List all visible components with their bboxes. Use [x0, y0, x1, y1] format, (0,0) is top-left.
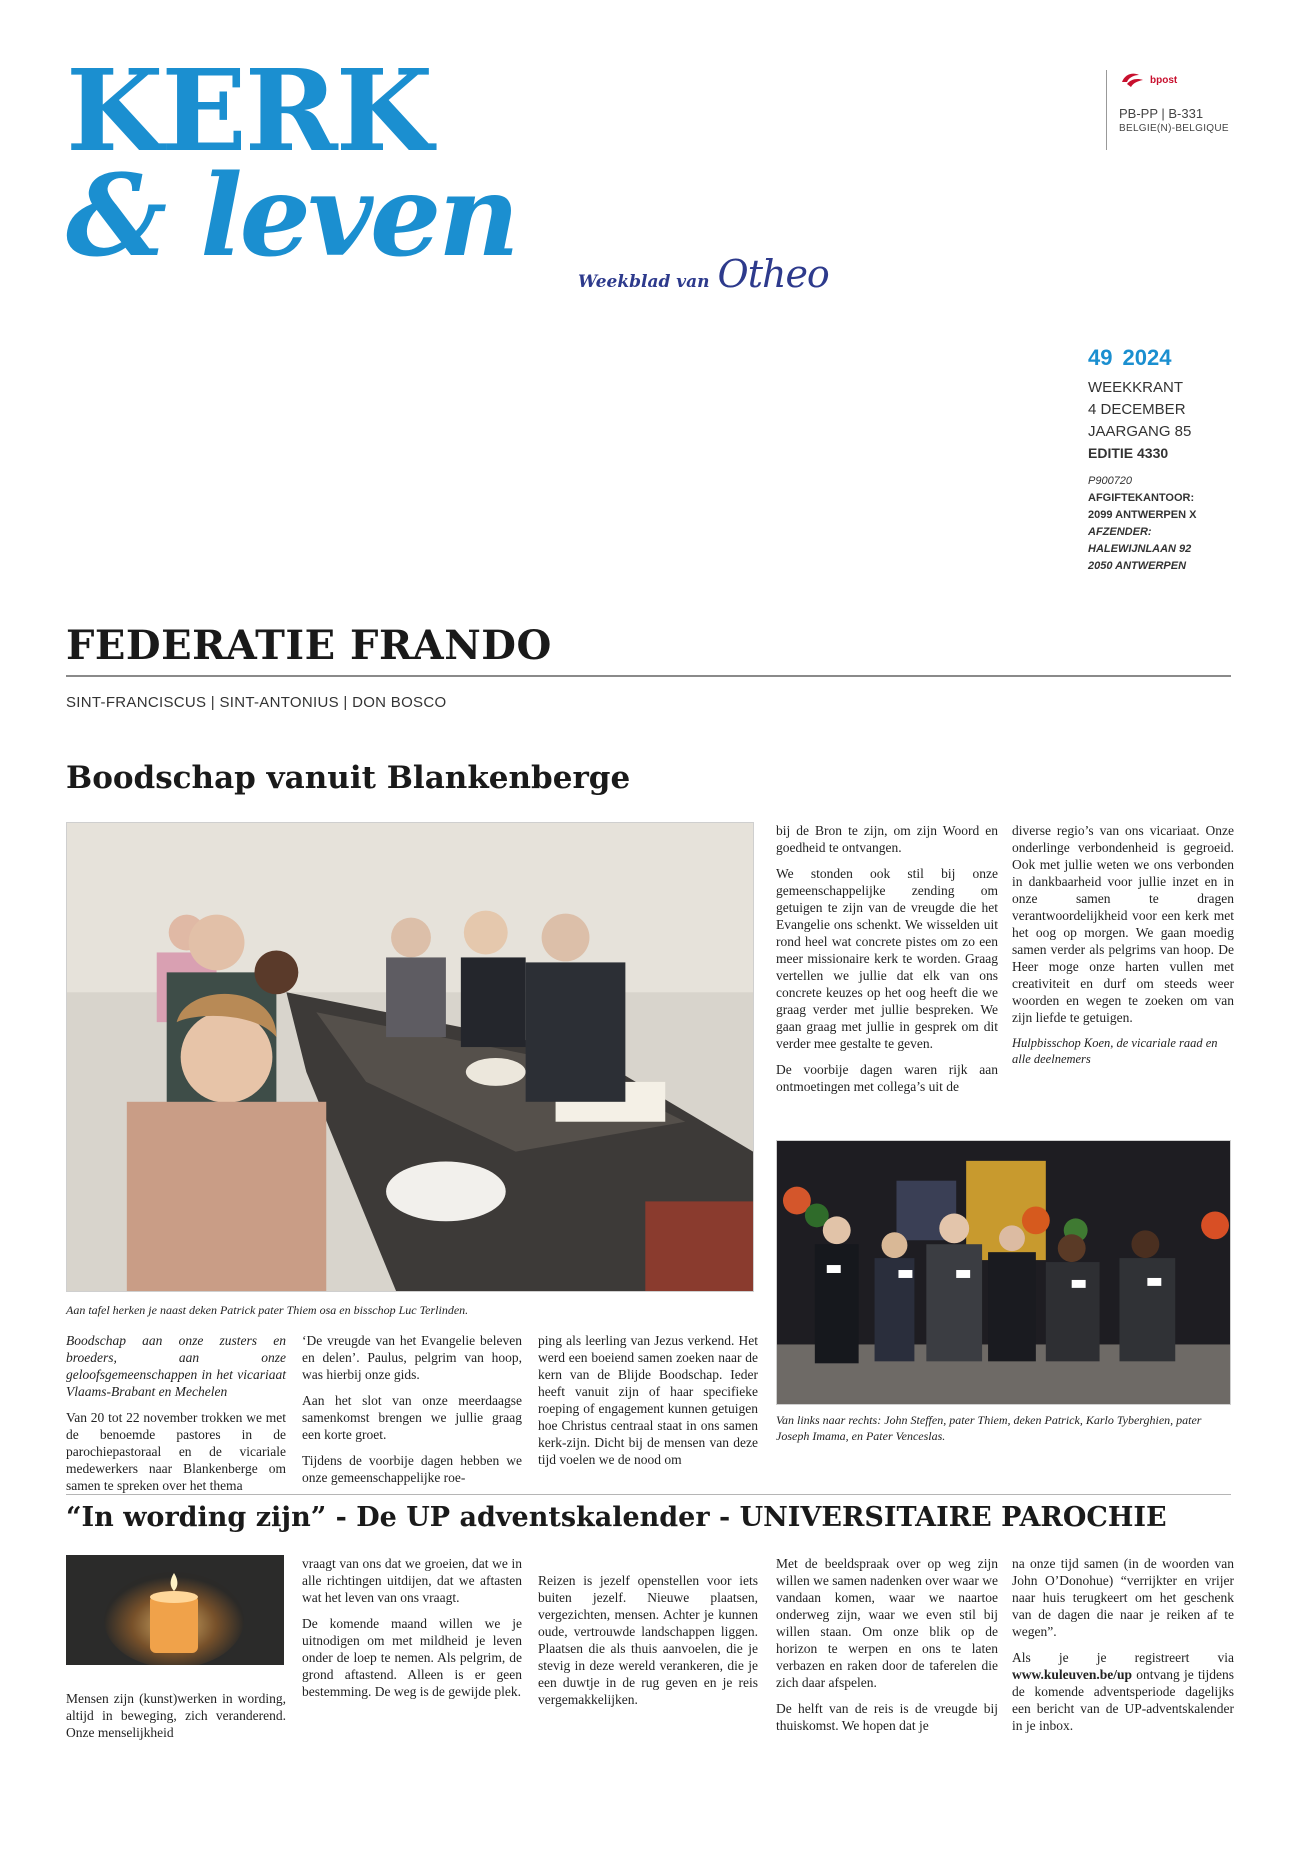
issue-edition: EDITIE 4330	[1088, 445, 1169, 461]
article2-col4	[776, 1555, 998, 1734]
office-label: AFGIFTEKANTOOR:	[1088, 492, 1195, 504]
issue-info	[1088, 345, 1278, 575]
article1-photo-dinner	[66, 822, 754, 1292]
section-parishes: SINT-FRANCISCUS | SINT-ANTONIUS | DON BOSCO	[66, 694, 447, 711]
postal-stamp	[1106, 70, 1266, 150]
article1-photo-group	[776, 1140, 1231, 1405]
article1-paragraph: Tijdens de voorbije dagen hebben we onze gemeenschappelijke roe-	[302, 1453, 522, 1485]
article2-col1	[66, 1690, 286, 1741]
issue-year: 2024	[1122, 345, 1172, 370]
article1-col1	[66, 1332, 286, 1494]
postal-code: PB-PP | B-331	[1119, 106, 1204, 121]
postal-meta	[1088, 473, 1278, 575]
article1-col4	[776, 822, 998, 1095]
article1-signature: Hulpbisschop Koen, de vicariale raad en alle deelnemers	[1012, 1036, 1218, 1066]
group-photo-image	[777, 1141, 1230, 1404]
tagline-text: Weekblad van	[578, 272, 710, 292]
article1-paragraph: bij de Bron te zijn, om zijn Woord en goedheid te ontvangen.	[776, 823, 998, 855]
register-text-end: ontvang je tijdens de komende adventsperiode dagelijks een bericht van de UP-adventskalender in je inbox.	[1012, 1667, 1235, 1733]
sender-label: AFZENDER:	[1088, 526, 1152, 538]
article1-headline: Boodschap vanuit Blankenberge	[66, 760, 631, 796]
otheo-logo: Otheo	[717, 252, 829, 296]
issue-date: 4 DECEMBER	[1088, 401, 1186, 418]
issue-volume: JAARGANG 85	[1088, 423, 1192, 440]
bpost-icon	[1119, 70, 1145, 90]
logo-leven: & leven	[66, 151, 517, 282]
bpost-label: bpost	[1150, 74, 1178, 86]
logo-kerk: KERK	[66, 46, 432, 177]
permit-number: P900720	[1088, 475, 1133, 487]
article1-photo2-caption: Van links naar rechts: John Steffen, pater Thiem, deken Patrick, Karlo Tyberghien, pater Joseph Imama, en Pater Venceslas.	[776, 1413, 1202, 1443]
article1-col5	[1012, 822, 1234, 1067]
article2-paragraph: na onze tijd samen (in de woorden van John O’Donohue) “verrijkter en vrijer naar huis terugkeert om het geschenk van de dagen die naar je reiken af te wegen”.	[1012, 1556, 1234, 1639]
issue-type: WEEKKRANT	[1088, 379, 1184, 396]
sender-city: 2050 ANTWERPEN	[1088, 560, 1187, 572]
article2-col5	[1012, 1555, 1234, 1734]
sender-street: HALEWIJNLAAN 92	[1088, 543, 1192, 555]
section-divider	[66, 675, 1231, 677]
article1-photo1-caption: Aan tafel herken je naast deken Patrick pater Thiem osa en bisschop Luc Terlinden.	[66, 1303, 469, 1317]
logo-tagline	[578, 252, 829, 296]
up-website-link[interactable]: www.kuleuven.be/up	[1012, 1667, 1133, 1682]
bpost-logo	[1119, 70, 1266, 90]
article1-lead: Boodschap aan onze zusters en broeders, aan onze geloofsgemeenschappen in het vicariaat Vlaams-Brabant en Mechelen	[66, 1333, 286, 1399]
article2-headline: “In wording zijn” - De UP adventskalender - UNIVERSITAIRE PAROCHIE	[66, 1502, 1167, 1533]
article2-paragraph: Met de beeldspraak over op weg zijn willen we samen nadenken over waar we vandaan komen, waar we naartoe onderweg zijn, waar we even stil bij willen staan. Om onze blik op de horizon te werpen en ons te laten verbazen en raken door de taferelen die zich daar afspelen.	[776, 1556, 998, 1690]
office-value: 2099 ANTWERPEN X	[1088, 509, 1197, 521]
article1-col3	[538, 1332, 758, 1468]
issue-number-value: 49	[1088, 345, 1113, 370]
candle-photo-image	[66, 1555, 284, 1665]
article2-col2	[302, 1555, 522, 1700]
article1-paragraph: ping als leerling van Jezus verkend. Het werd een boeiend samen zoeken naar de kern van de Blijde Boodschap. Ieder heeft vanuit zijn of haar specifieke roeping of engagement kunnen getuigen hoe Christus centraal staat in ons samen kerk-zijn. Dicht bij de mensen van deze tijd voelen we de nood om	[538, 1333, 758, 1467]
article-divider	[66, 1494, 1231, 1495]
issue-number	[1088, 345, 1278, 371]
masthead	[66, 46, 846, 302]
article1-paragraph: Van 20 tot 22 november trokken we met de benoemde pastores in de parochiepastoraal en de vicariale medewerkers naar Blankenberge om samen te spreken over het thema	[66, 1410, 286, 1493]
register-text: Als je je registreert via	[1012, 1650, 1234, 1665]
article2-paragraph: Mensen zijn (kunst)werken in wording, altijd in beweging, zich veranderend. Onze menselijkheid	[66, 1691, 286, 1740]
article1-paragraph: ‘De vreugde van het Evangelie beleven en delen’. Paulus, pelgrim van hoop, was hierbij onze gids.	[302, 1333, 522, 1382]
article2-paragraph: De helft van de reis is de vreugde bij thuiskomst. We hopen dat je	[776, 1701, 998, 1733]
article2-paragraph: Reizen is jezelf openstellen voor iets buiten jezelf. Nieuwe plaatsen, vergezichten, mensen. Achter je kunnen oude, vertrouwde landschappen liggen. Plaatsen die als thuis aanvoelen, die je stevig in deze wereld verankeren, die je een duwtje in de rug geven en je reis vergemakkelijken.	[538, 1573, 758, 1707]
dinner-photo-image	[67, 823, 753, 1291]
article1-paragraph: We stonden ook stil bij onze gemeenschappelijke zending om getuigen te zijn van de vreugde die het Evangelie ons schenkt. We wisselden uit rond heel wat concrete pistes om zo een meer missionaire kerk te worden. Graag vertellen we jullie dat elk van ons concrete keuzes op het oog heeft die we graag verder met jullie bespreken. We gaan graag met jullie in gesprek om dit verder mee gestalte te geven.	[776, 866, 998, 1051]
article2-paragraph: De komende maand willen we je uitnodigen om met mildheid je leven onder de loep te nemen. Als pelgrim, de grond aftastend. Alleen is er geen bestemming. De weg is de gewijde plek.	[302, 1616, 522, 1699]
article1-paragraph: De voorbije dagen waren rijk aan ontmoetingen met collega’s uit de	[776, 1062, 998, 1094]
article2-photo-candle	[66, 1555, 284, 1665]
article2-col3	[538, 1572, 758, 1708]
article1-paragraph: Aan het slot van onze meerdaagse samenkomst brengen we jullie graag een korte groet.	[302, 1393, 522, 1442]
section-title: FEDERATIE FRANDO	[66, 622, 552, 669]
article1-paragraph: diverse regio’s van ons vicariaat. Onze onderlinge verbondenheid is gegroeid. Ook met jullie weten we ons verbonden in dankbaarheid voor jullie inzet en in onze samen te dragen verantwoordelijkheid voor een kerk met het oog op morgen. We gaan moedig samen verder als pelgrims van hoop. De Heer moge onze harten vullen met creativiteit en durf om steeds weer woorden en wegen te zoeken om van zijn liefde te getuigen.	[1012, 823, 1234, 1025]
article2-paragraph	[1012, 1649, 1234, 1734]
article2-paragraph: vraagt van ons dat we groeien, dat we in alle richtingen uitdijen, dat we aftasten wat het leven van ons vraagt.	[302, 1556, 522, 1605]
article1-col2	[302, 1332, 522, 1486]
postal-country: BELGIE(N)-BELGIQUE	[1119, 123, 1229, 134]
